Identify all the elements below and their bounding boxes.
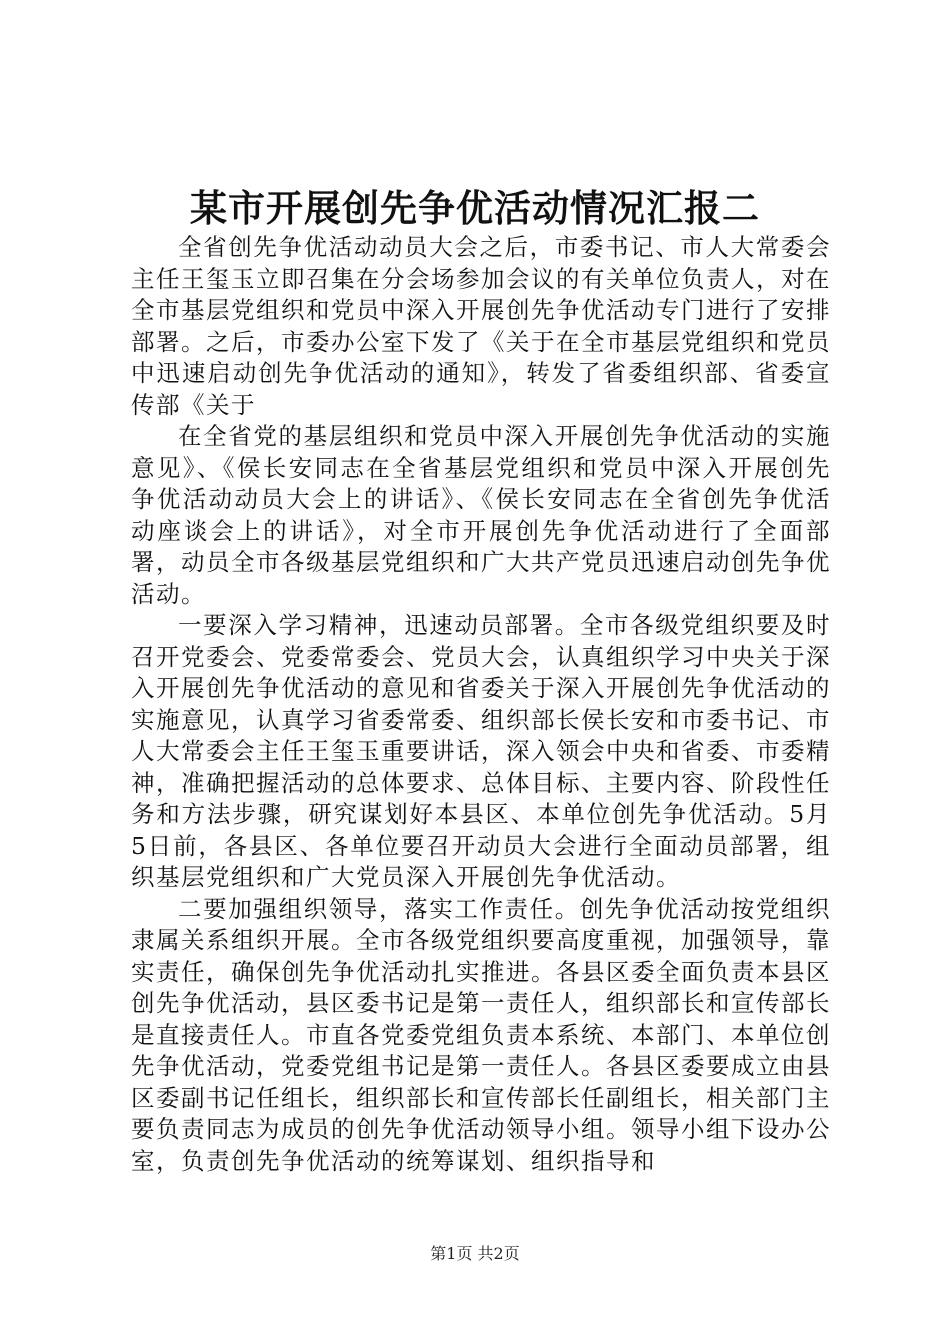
paragraph-1: 全省创先争优活动动员大会之后，市委书记、市人大常委会主任王玺玉立即召集在分会场参加会议的有关单位负责人，对在全市基层党组织和党员中深入开展创先争优活动专门进行了安排部署。之后，市委办公室下发了《关于在全市基层党组织和党员中迅速启动创先争优活动的通知》，转发了省委组织部、省委宣传部《关于 bbox=[131, 233, 831, 419]
page-footer: 第1页 共2页 bbox=[430, 1244, 520, 1263]
document-title: 某市开展创先争优活动情况汇报二 bbox=[190, 186, 760, 230]
document-body bbox=[131, 232, 831, 1177]
paragraph-4: 二要加强组织领导，落实工作责任。创先争优活动按党组织隶属关系组织开展。全市各级党组织要高度重视，加强领导，靠实责任，确保创先争优活动扎实推进。各县区委全面负责本县区创先争优活动，县区委书记是第一责任人，组织部长和宣传部长是直接责任人。市直各党委党组负责本系统、本部门、本单位创先争优活动，党委党组书记是第一责任人。各县区委要成立由县区委副书记任组长，组织部长和宣传部长任副组长，相关部门主要负责同志为成员的创先争优活动领导小组。领导小组下设办公室，负责创先争优活动的统筹谋划、组织指导和 bbox=[131, 894, 831, 1175]
paragraph-3: 一要深入学习精神，迅速动员部署。全市各级党组织要及时召开党委会、党委常委会、党员大会，认真组织学习中央关于深入开展创先争优活动的意见和省委关于深入开展创先争优活动的实施意见，认真学习省委常委、组织部长侯长安和市委书记、市人大常委会主任王玺玉重要讲话，深入领会中央和省委、市委精神，准确把握活动的总体要求、总体目标、主要内容、阶段性任务和方法步骤，研究谋划好本县区、本单位创先争优活动。5月5日前，各县区、各单位要召开动员大会进行全面动员部署，组织基层党组织和广大党员深入开展创先争优活动。 bbox=[131, 611, 831, 891]
paragraph-2: 在全省党的基层组织和党员中深入开展创先争优活动的实施意见》、《侯长安同志在全省基层党组织和党员中深入开展创先争优活动动员大会上的讲话》、《侯长安同志在全省创先争优活动座谈会上的讲话》，对全市开展创先争优活动进行了全面部署，动员全市各级基层党组织和广大共产党员迅速启动创先争优活动。 bbox=[131, 422, 831, 608]
